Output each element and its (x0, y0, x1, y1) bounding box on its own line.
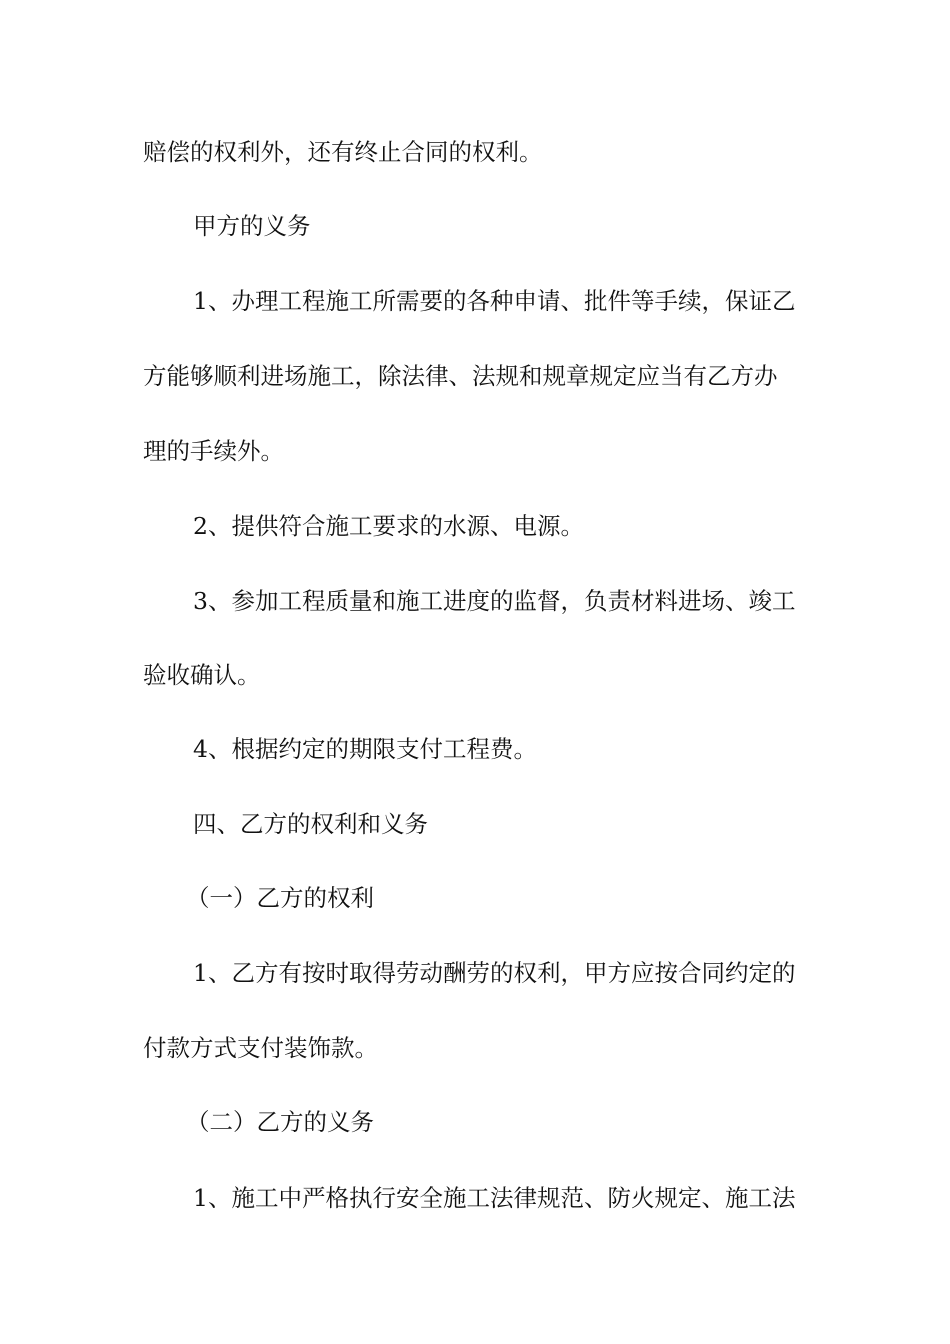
text-line: 理的手续外。 (143, 437, 284, 465)
text-line: 方能够顺利进场施工，除法律、法规和规章规定应当有乙方办 (143, 362, 778, 390)
text-line: 验收确认。 (143, 661, 261, 689)
text-line: 1、施工中严格执行安全施工法律规范、防火规定、施工法 (193, 1184, 796, 1212)
text-line: 3、参加工程质量和施工进度的监督，负责材料进场、竣工 (193, 587, 796, 615)
text-line: 1、乙方有按时取得劳动酬劳的权利，甲方应按合同约定的 (193, 959, 796, 987)
text-line: 付款方式支付装饰款。 (143, 1034, 378, 1062)
section-heading: 四、乙方的权利和义务 (193, 810, 428, 838)
text-line: 赔偿的权利外，还有终止合同的权利。 (143, 138, 543, 166)
text-line: 1、办理工程施工所需要的各种申请、批件等手续，保证乙 (193, 287, 796, 315)
subsection-heading: （一）乙方的权利 (186, 884, 374, 912)
text-line: 2、提供符合施工要求的水源、电源。 (193, 512, 584, 540)
section-heading: 甲方的义务 (193, 212, 311, 240)
subsection-heading: （二）乙方的义务 (186, 1108, 374, 1136)
text-line: 4、根据约定的期限支付工程费。 (193, 735, 537, 763)
